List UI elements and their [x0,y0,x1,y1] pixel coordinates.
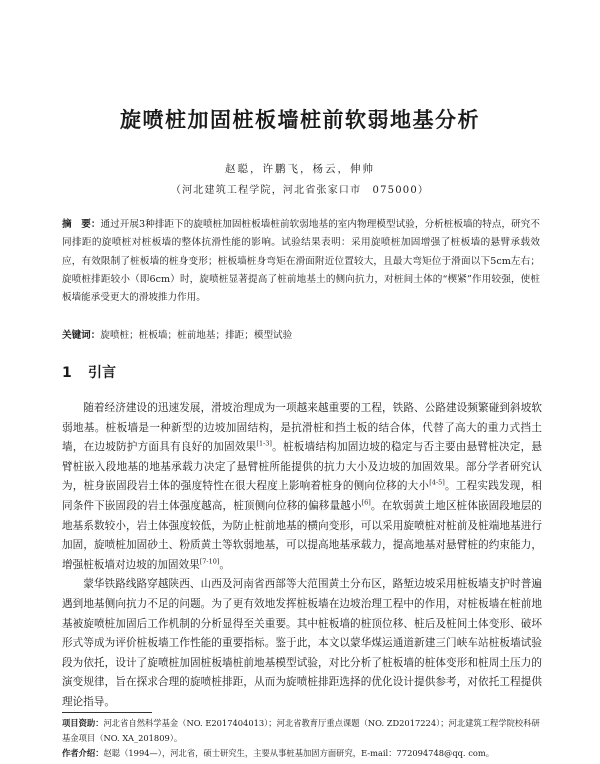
body-paragraph-1 [62,399,542,575]
citation: [1-3] [256,439,272,448]
funding-label: 项目资助： [62,718,104,728]
footnote-divider [62,712,152,713]
author-note-text: 赵聪（1994—），河北省，硕士研究生，主要从事桩基加固方面研究，E-mail：772094748@qq. com。 [103,747,495,758]
body-text-span: 。工程实践发现，相同条件下嵌固段的岩土体强度越高，桩顶侧向位移的偏移量越小 [62,480,543,512]
author-note [62,746,540,761]
keywords [62,327,540,345]
body-text-span: 。在软弱黄土地区桩体嵌固段地层的地基系数较小，岩土体强度较低，为防止桩前地基的横向变形，可以采用旋喷桩对桩前及桩端地基进行加固，旋喷桩加固砂土、粉质黄土等软弱地基，可以提高地基承载力，提高地基对悬臂桩的约束能力，增强桩板墙对边坡的加固效果 [62,499,543,571]
body-text [62,399,542,713]
author-note-label: 作者介绍： [62,747,104,758]
section-heading [62,362,116,382]
funding-note [62,716,540,746]
section-number: 1 [62,365,72,381]
body-paragraph-2: 蒙华铁路线路穿越陕西、山西及河南省西部等大范围黄土分布区，路堑边坡采用桩板墙支护时普遍遇到地基侧向抗力不足的问题。为了更有效地发挥桩板墙在边坡治理工程中的作用，对桩板墙在桩前地基被旋喷桩加固后工作机制的分析显得至关重要。其中桩板墙的桩顶位移、桩后及桩间土体变形、破坏形式等成为评价桩板墙工作性能的重要指标。鉴于此，本文以蒙华煤运通道新建三门峡车站桩板墙试验段为依托，设计了旋喷桩加固桩板墙桩前地基模型试验，对比分析了桩板墙的桩体变形和桩周土压力的演变规律，旨在探求合理的旋喷桩排距，从而为旋喷桩排距选择的优化设计提供参考，对依托工程提供理论指导。 [62,578,542,708]
citation: [7-10] [199,557,220,566]
citation: [4-5] [429,478,445,487]
abstract [62,216,540,307]
paper-title: 旋喷桩加固桩板墙桩前软弱地基分析 [120,108,480,132]
funding-text: 河北省自然科学基金（NO. E2017404013）；河北省教育厅重点课题（NO. ZD2017224）；河北建筑工程学院校科研基金项目（NO. XA_201809）。 [62,718,540,743]
abstract-label: 摘 要： [62,219,101,230]
author-list: 赵聪，许鹏飞，杨云，伸帅 [225,163,375,175]
keywords-text: 旋喷桩；桩板墙；桩前地基；排距；模型试验 [100,330,293,341]
body-text-span: 随着经济建设的迅速发展，滑坡治理成为一项越来越重要的工程，铁路、公路建设频繁碰到斜坡软弱地基。桩板墙是一种新型的边坡加固结构，是抗滑桩和挡土板的结合体，代替了高大的重力式挡土墙，在边坡防护方面具有良好的加固效果 [62,402,542,454]
body-text-span: 。桩板墙结构加固边坡的稳定与否主要由悬臂桩决定，悬臂桩嵌入段地基的地基承载力决定了悬臂桩所能提供的抗力大小及边坡的加固效果。部分学者研究认为，桩身嵌固段岩土体的强度特性在很大程度上影响着桩身的侧向位移的大小 [62,441,542,493]
section-title: 引言 [88,365,116,381]
footnotes [62,716,540,760]
citation: [6] [361,498,371,507]
abstract-text: 通过开展3种排距下的旋喷桩加固桩板墙桩前软弱地基的室内物理模型试验，分析桩板墙的特点，研究不同排距的旋喷桩对桩板墙的整体抗滑性能的影响。试验结果表明：采用旋喷桩加固增强了桩板墙的悬臂承载效应，有效限制了桩板墙的桩身变形；桩板墙桩身弯矩在滑面附近位置较大，且最大弯矩位于滑面以下5cm左右；旋喷桩排距较小（即6cm）时，旋喷桩显著提高了桩前地基土的侧向抗力，对桩间土体的“楔紧”作用较强，使桩板墙能承受更大的滑坡推力作用。 [62,219,541,304]
affiliation: （河北建筑工程学院，河北省张家口市 075000） [170,185,430,196]
keywords-label: 关键词： [62,330,101,341]
body-text-span: 。 [219,558,230,571]
